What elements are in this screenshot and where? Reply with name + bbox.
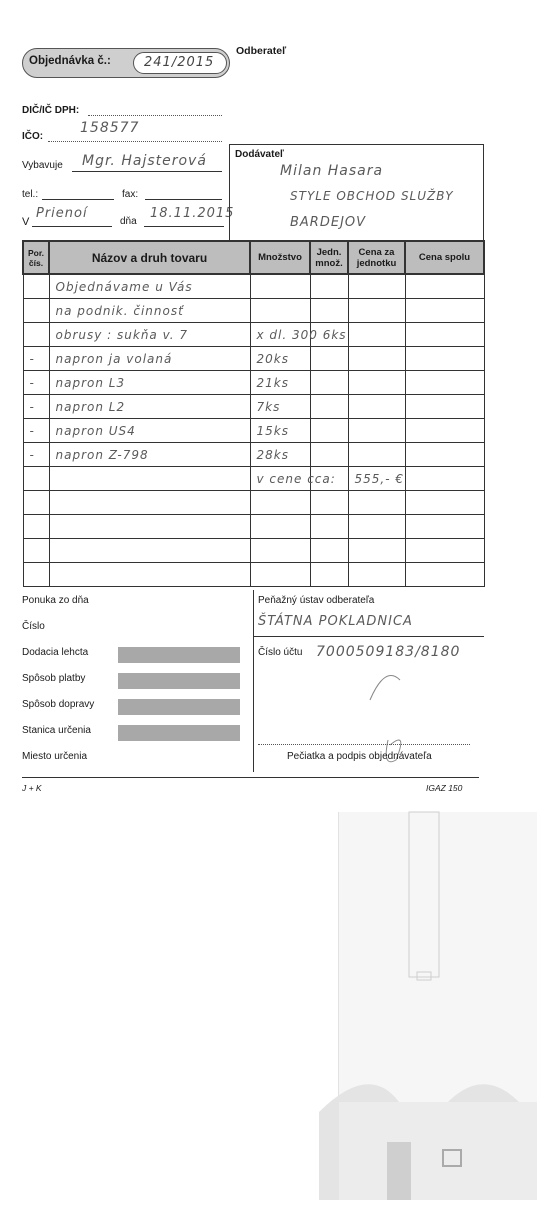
cell-quantity	[250, 491, 310, 515]
order-number-field	[133, 52, 227, 74]
cell-item	[49, 491, 250, 515]
cell-total	[405, 467, 484, 491]
place-line	[32, 226, 112, 227]
cell-total	[405, 563, 484, 587]
cell-unit-price: 555,- €	[348, 467, 405, 491]
payment-label: Spôsob platby	[22, 673, 86, 684]
cell-total	[405, 419, 484, 443]
table-row	[23, 515, 484, 539]
cell-quantity: 28ks	[250, 443, 310, 467]
date-label: dňa	[120, 216, 137, 227]
col-header-unit-price: Cena za jednotku	[348, 241, 405, 274]
order-label: Objednávka č.:	[29, 55, 111, 67]
ico-label: IČO:	[22, 131, 44, 142]
cell-item: napron US4	[49, 419, 250, 443]
delivery-field	[118, 647, 240, 663]
cell-unit	[310, 299, 348, 323]
cell-position: -	[23, 347, 49, 371]
envelope-image	[339, 812, 537, 1200]
col-header-quantity: Množstvo	[250, 241, 310, 274]
cell-unit-price	[348, 419, 405, 443]
cell-unit-price	[348, 491, 405, 515]
cell-quantity	[250, 515, 310, 539]
dic-line	[88, 115, 222, 116]
table-header-row	[23, 241, 484, 274]
cell-quantity	[250, 539, 310, 563]
supplier-line-1: Milan Hasara	[280, 163, 384, 179]
cell-position	[23, 299, 49, 323]
cell-unit-price	[348, 395, 405, 419]
table-row	[23, 419, 484, 443]
table-row	[23, 467, 484, 491]
table-row	[23, 539, 484, 563]
shipping-field	[118, 699, 240, 715]
table-row	[23, 491, 484, 515]
ico-line	[48, 141, 222, 142]
cell-unit	[310, 371, 348, 395]
date-line	[144, 226, 224, 227]
payment-field	[118, 673, 240, 689]
cell-quantity: 7ks	[250, 395, 310, 419]
footer-divider	[253, 590, 254, 772]
ico-value: 158577	[80, 120, 140, 136]
buyer-label: Odberateľ	[236, 45, 287, 57]
station-label: Stanica určenia	[22, 725, 91, 736]
cell-quantity: v cene cca:	[250, 467, 310, 491]
cell-unit	[310, 347, 348, 371]
cell-quantity	[250, 563, 310, 587]
table-row	[23, 443, 484, 467]
cell-unit-price	[348, 443, 405, 467]
cell-unit-price	[348, 299, 405, 323]
cell-unit-price	[348, 539, 405, 563]
footer-rule	[22, 777, 479, 778]
table-row	[23, 274, 484, 299]
cell-unit-price	[348, 274, 405, 299]
account-value: 7000509183/8180	[316, 644, 461, 660]
cell-total	[405, 299, 484, 323]
cell-unit-price	[348, 563, 405, 587]
offer-label: Ponuka zo dňa	[22, 595, 89, 606]
table-row	[23, 299, 484, 323]
cell-position	[23, 491, 49, 515]
cell-quantity	[250, 299, 310, 323]
bank-value: ŠTÁTNA POKLADNICA	[258, 614, 413, 629]
cell-unit	[310, 395, 348, 419]
tel-label: tel.:	[22, 189, 39, 200]
shipping-label: Spôsob dopravy	[22, 699, 95, 710]
cell-total	[405, 323, 484, 347]
cell-position: -	[23, 443, 49, 467]
cell-position	[23, 323, 49, 347]
col-header-position: Por. čís.	[23, 241, 49, 274]
cell-total	[405, 371, 484, 395]
cell-unit	[310, 419, 348, 443]
table-row	[23, 395, 484, 419]
col-header-unit: Jedn. množ.	[310, 241, 348, 274]
col-header-total: Cena spolu	[405, 241, 484, 274]
date-value: 18.11.2015	[150, 206, 235, 221]
table-row	[23, 563, 484, 587]
order-number-badge	[22, 48, 230, 78]
cell-unit	[310, 443, 348, 467]
cell-position: -	[23, 395, 49, 419]
cell-position	[23, 274, 49, 299]
stamp-line	[258, 744, 470, 745]
cell-quantity: 20ks	[250, 347, 310, 371]
cell-unit	[310, 515, 348, 539]
cell-quantity: 21ks	[250, 371, 310, 395]
dic-label: DIČ/IČ DPH:	[22, 105, 80, 116]
supplier-box	[229, 144, 484, 241]
envelope-strip	[338, 812, 537, 1200]
fax-line	[145, 199, 222, 200]
cell-position: -	[23, 371, 49, 395]
cell-position	[23, 539, 49, 563]
cell-item	[49, 467, 250, 491]
cell-item: napron L3	[49, 371, 250, 395]
cell-position	[23, 563, 49, 587]
cell-unit-price	[348, 515, 405, 539]
station-field	[118, 725, 240, 741]
items-table	[22, 240, 485, 587]
cell-position	[23, 515, 49, 539]
cell-unit	[310, 274, 348, 299]
table-row	[23, 347, 484, 371]
issued-by-label: Vybavuje	[22, 160, 63, 171]
number-label: Číslo	[22, 621, 45, 632]
fax-label: fax:	[122, 189, 139, 200]
bank-line	[254, 636, 484, 637]
cell-quantity: 15ks	[250, 419, 310, 443]
cell-item	[49, 563, 250, 587]
supplier-line-2: STYLE OBCHOD SLUŽBY	[290, 189, 454, 203]
cell-item: napron ja volaná	[49, 347, 250, 371]
cell-total	[405, 443, 484, 467]
cell-unit-price	[348, 347, 405, 371]
cell-total	[405, 347, 484, 371]
cell-item	[49, 539, 250, 563]
cell-unit-price	[348, 323, 405, 347]
issued-by-line	[72, 171, 222, 172]
issued-by-value: Mgr. Hajsterová	[82, 153, 207, 169]
place-value: Prienoí	[36, 206, 88, 221]
cell-unit-price	[348, 371, 405, 395]
cell-item: na podnik. činnosť	[49, 299, 250, 323]
delivery-label: Dodacia lehcta	[22, 647, 89, 658]
cell-quantity: x dl. 300 6ks	[250, 323, 310, 347]
place-prefix: V	[22, 216, 30, 228]
cell-total	[405, 491, 484, 515]
cell-item: napron Z-798	[49, 443, 250, 467]
cell-item: Objednávame u Vás	[49, 274, 250, 299]
cell-item: obrusy : sukňa v. 7	[49, 323, 250, 347]
cell-item: napron L2	[49, 395, 250, 419]
order-number: 241/2015	[144, 55, 215, 70]
cell-total	[405, 274, 484, 299]
cell-unit	[310, 563, 348, 587]
bank-label: Peňažný ústav odberateľa	[258, 595, 375, 606]
cell-total	[405, 515, 484, 539]
code-left: J + K	[22, 783, 42, 793]
col-header-item: Názov a druh tovaru	[49, 241, 250, 274]
code-right: IGAZ 150	[426, 783, 463, 793]
items-body	[23, 274, 484, 587]
cell-item	[49, 515, 250, 539]
cell-position: -	[23, 419, 49, 443]
cell-position	[23, 467, 49, 491]
cell-quantity	[250, 274, 310, 299]
cell-unit	[310, 491, 348, 515]
supplier-label: Dodávateľ	[235, 149, 284, 160]
cell-total	[405, 539, 484, 563]
cell-unit	[310, 539, 348, 563]
stamp-label: Pečiatka a podpis objednávateľa	[287, 751, 432, 762]
account-label: Číslo účtu	[258, 647, 303, 658]
destination-label: Miesto určenia	[22, 751, 88, 762]
table-row	[23, 323, 484, 347]
table-row	[23, 371, 484, 395]
cell-total	[405, 395, 484, 419]
scan-background	[0, 812, 536, 1200]
supplier-line-3: BARDEJOV	[290, 215, 367, 230]
tel-line	[42, 199, 114, 200]
